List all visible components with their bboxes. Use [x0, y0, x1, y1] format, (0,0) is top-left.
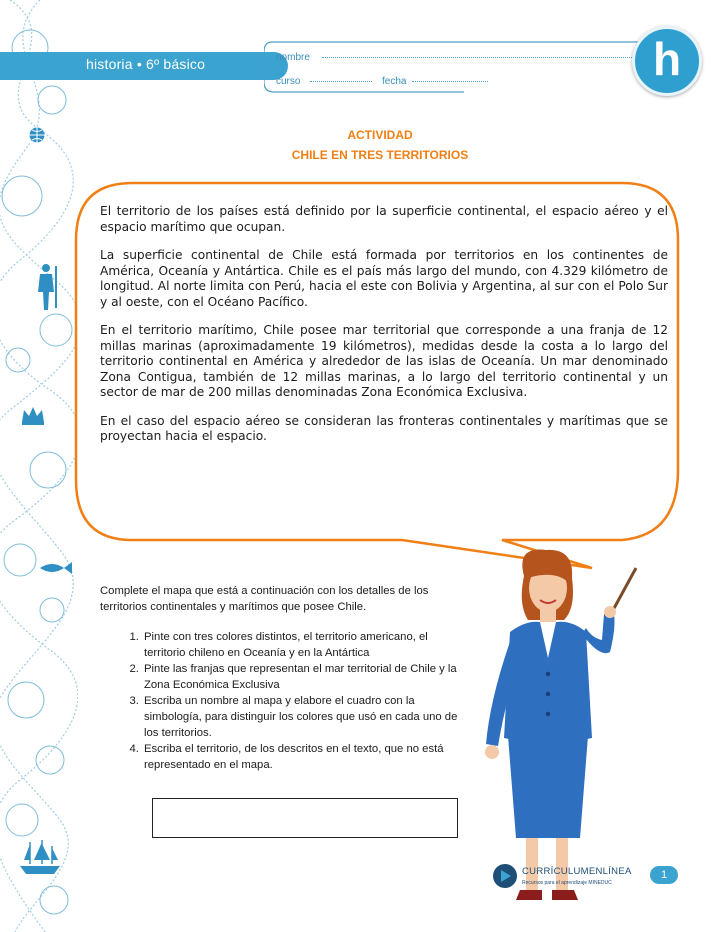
- date-field[interactable]: [382, 71, 488, 89]
- answer-box[interactable]: [152, 798, 458, 838]
- explorer-figure-icon: [34, 262, 64, 312]
- curriculum-logo-icon: [492, 863, 518, 889]
- name-label: nombre: [276, 52, 310, 63]
- sailing-ship-icon: [16, 838, 64, 878]
- activity-title: ACTIVIDAD: [347, 128, 413, 142]
- course-line: [310, 71, 372, 82]
- course-label: curso: [276, 76, 301, 87]
- fish-icon: [38, 560, 74, 576]
- subject-label: historia • 6º básico: [86, 56, 206, 72]
- history-logo: h: [632, 26, 702, 96]
- list-item: 3. Escriba un nombre al mapa y elabore el cuadro con la simbología, para distinguir los colores que usó en cada uno de los territorios.: [142, 693, 470, 741]
- paragraph-maritime: En el territorio marítimo, Chile posee mar territorial que corresponde a una franja de 12 millas marinas (aproximadamente 19 kilómetros), medidas desde la costa a lo largo del territorio continental en América y alrededor de las islas de Oceanía. Un mar denominado Zona Contigua, también de 12 millas marinas, a lo largo del territorio continental y un sector de mar de 200 millas denominadas Zona Económica Exclusiva.: [100, 323, 668, 399]
- list-item: 1. Pinte con tres colores distintos, el territorio americano, el territorio chileno en Oceanía y en la Antártica: [142, 629, 470, 661]
- date-label: fecha: [382, 76, 407, 87]
- list-item: 2. Pinte las franjas que representan el mar territorial de Chile y la Zona Económica Exclusiva: [142, 661, 470, 693]
- name-field[interactable]: [276, 47, 636, 65]
- page-number: 1: [650, 866, 678, 884]
- footer-tagline: Recursos para el aprendizaje MINEDUC: [522, 880, 612, 886]
- teacher-illustration: [476, 548, 676, 916]
- date-line: [412, 71, 488, 82]
- activity-subtitle: CHILE EN TRES TERRITORIOS: [291, 148, 469, 162]
- instructions: [100, 583, 470, 773]
- name-line: [322, 47, 636, 58]
- footer-brand: CURRÍCULUMENLÍNEA: [522, 866, 632, 877]
- paragraph-territory: El territorio de los países está definido por la superficie continental, el espacio aéreo y el espacio marítimo que ocupan.: [100, 204, 668, 234]
- paragraph-airspace: En el caso del espacio aéreo se consideran las fronteras continentales y marítimas que se proyectan hacia el espacio.: [100, 413, 668, 443]
- crown-icon: [20, 404, 46, 426]
- bubble-text: [100, 204, 668, 458]
- list-item: 4. Escriba el territorio, de los descritos en el texto, que no está representado en el mapa.: [142, 741, 470, 773]
- instructions-intro: Complete el mapa que está a continuación con los detalles de los territorios continentales y marítimos que posee Chile.: [100, 585, 429, 613]
- paragraph-continental: La superficie continental de Chile está formada por territorios en los continentes de América, Oceanía y Antártica. Chile es el país más largo del mundo, con 4.329 kilómetro de longitud. Al norte limita con Perú, hacia el este con Bolivia y Argentina, al sur con el Polo Sur y al oeste, con el Océano Pacífico.: [100, 248, 668, 309]
- instructions-list: [100, 629, 470, 773]
